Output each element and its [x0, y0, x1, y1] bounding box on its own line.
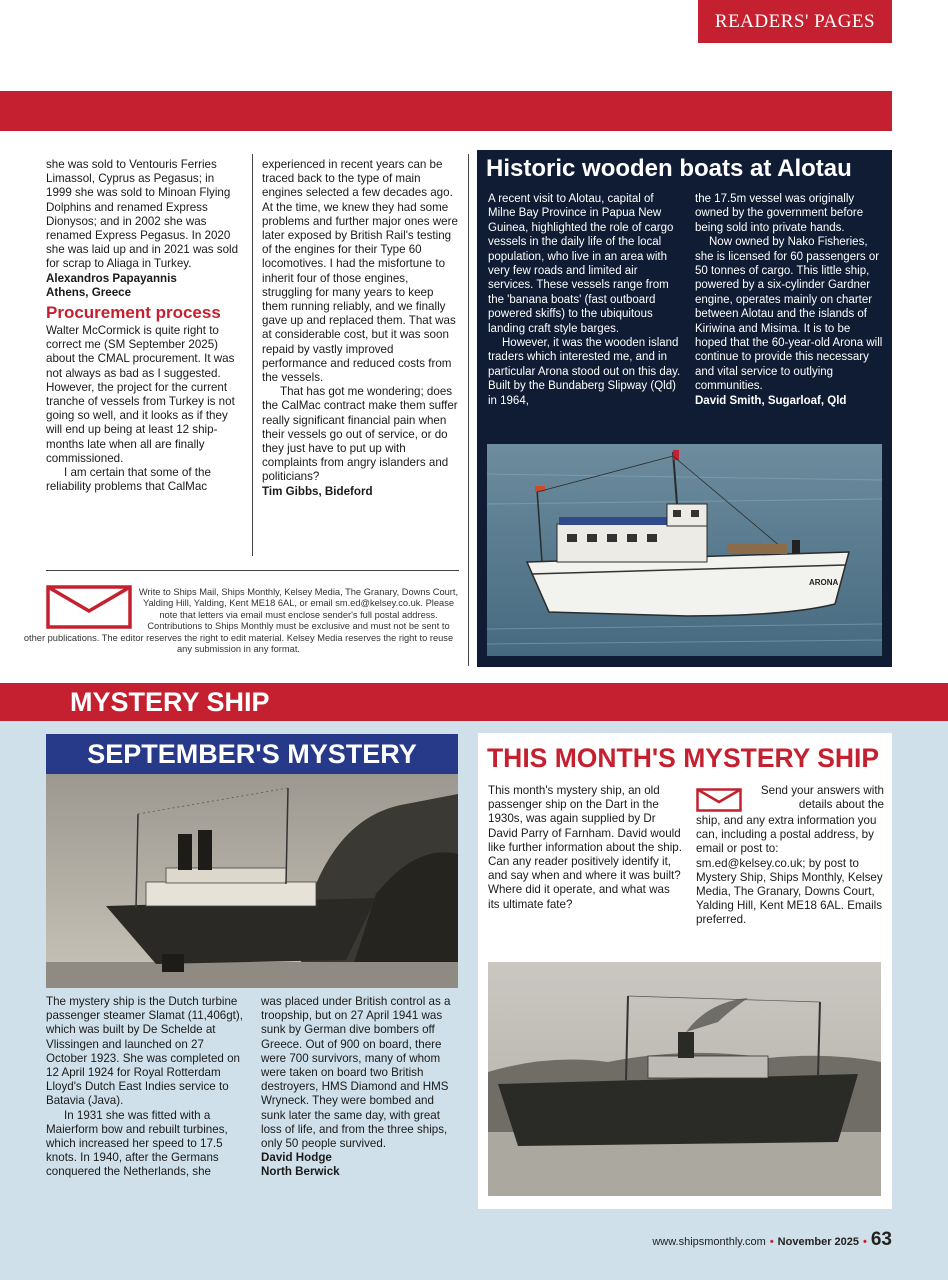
column-divider: [252, 154, 253, 556]
mystery-ship-title: MYSTERY SHIP: [70, 687, 270, 717]
letter-text: experienced in recent years can be traced back to the type of main engines selected a few decades ago. At the time, we knew they had some problems and further major ones were later exposed by British Rail's testing of the engines for their Type 60 locomotives. I had the misfortune to inherit four of those engines, struggling for many years to keep them running reliably, and we finally gave up and replaced them. That was at considerable cost, but it was soon repaid by vastly improved performance and reduced costs from the vessels.: [262, 158, 458, 385]
alotau-title: Historic wooden boats at Alotau: [486, 155, 852, 182]
alotau-text: However, it was the wooden island traders which interested me, and in particular Arona stood out on this day. Built by the Bundaberg Slipway (Qld) in 1964,: [488, 337, 681, 407]
page-footer: [652, 1229, 892, 1251]
footer-separator: •: [863, 1236, 867, 1248]
arona-hull-name: ARONA: [809, 578, 839, 587]
letters-column-2: [262, 158, 459, 499]
alotau-column-2: [695, 192, 885, 408]
this-month-column-1: [488, 784, 684, 912]
letter-signature: Tim Gibbs, Bideford: [262, 484, 373, 498]
this-month-panel: [478, 733, 892, 1209]
letter-text: she was sold to Ventouris Ferries Limassol, Cyprus as Pegasus; in 1999 she was sold to Minoan Flying Dolphins and renamed Express Dionysos; and in 2002 she was renamed Express Pegasus. In 2020 she was laid up and in 2021 was sold for scrap to Aliaga in Turkey.: [46, 158, 239, 271]
mailbox-divider: [46, 570, 459, 571]
section-label: READERS' PAGES: [698, 0, 892, 43]
footer-url: www.shipsmonthly.com: [652, 1236, 766, 1248]
alotau-text: the 17.5m vessel was originally owned by the government before being sold into private hands.: [695, 193, 864, 234]
procurement-heading: Procurement process: [46, 303, 221, 323]
letter-signature-name: Alexandros Papayannis: [46, 271, 177, 285]
mystery-ship-band: [0, 683, 948, 721]
letters-column-1: [46, 158, 241, 494]
september-signature-name: David Hodge: [261, 1151, 332, 1165]
letter-text: I am certain that some of the reliability problems that CalMac: [46, 466, 211, 494]
this-month-column-2: [696, 784, 884, 928]
footer-separator: •: [769, 1236, 774, 1248]
september-signature-place: North Berwick: [261, 1165, 340, 1179]
page-number: 63: [870, 1229, 892, 1250]
envelope-icon: [696, 788, 742, 812]
alotau-text: Now owned by Nako Fisheries, she is licensed for 60 passengers or 50 tonnes of cargo. This little ship, powered by a six-cylinder Gardner engine, operates mainly on charter between Alotau and the islands of Kiriwina and Misima. It is to be hoped that the 60-year-old Arona will continue to provide this necessary and vital service to outlying communities.: [695, 236, 883, 393]
mailbox-copy: Write to Ships Mail, Ships Monthly, Kelsey Media, The Granary, Downs Court, Yalding Hill, Yalding, Kent ME18 6AL, or email sm.ed@kelsey.co.uk. Please note that letters via email must enclose sender's full postal address. Contributions to Ships Monthly must be exclusive and must not be sent to other publications. The editor reserves the right to edit material. Kelsey Media reserves the right to reuse any submission in any format.: [23, 587, 459, 655]
this-month-text: This month's mystery ship, an old passenger ship on the Dart in the 1930s, was again supplied by Dr David Parry of Farnham. David would like further information about the ship. Can any reader positively identify it, and say when and where it was built? Where did it operate, and what was its ultimate fate?: [488, 784, 682, 911]
september-column-2: [261, 995, 459, 1180]
red-header-band: [0, 91, 892, 131]
alotau-column-1: [488, 192, 683, 408]
send-answers-lead: Send your answers with details about the: [760, 784, 884, 812]
september-text: In 1931 she was fitted with a Maierform bow and rebuilt turbines, which increased her speed to 17.5 knots. In 1940, after the Germans conquered the Netherlands, she: [46, 1108, 228, 1179]
september-column-1: [46, 995, 243, 1180]
alotau-text: A recent visit to Alotau, capital of Milne Bay Province in Papua New Guinea, highlighted the role of cargo vessels in the daily life of the local population, who live in an area with very few roads and limited air services. These vessels range from the 'banana boats' (fast outboard powered skiffs) to the ubiquitous landing craft style barges.: [488, 193, 674, 335]
september-text: was placed under British control as a troopship, but on 27 April 1941 was sunk by German dive bombers off Greece. Out of 900 on board, there were 700 survivors, many of whom were taken on board two British destroyers, HMS Diamond and HMS Wryneck. They were bombed and sunk later the same day, with great loss of life, and from the three ships, only 50 people survived.: [261, 995, 451, 1151]
letter-text: Walter McCormick is quite right to correct me (SM September 2025) about the CMAL procurement. It was not always as bad as I suggested. However, the project for the current tranche of vessels from Turkey is not going so well, and it looks as if they will end up being at least 12 ship-months late when all are finally commissioned.: [46, 324, 235, 465]
column-divider: [468, 154, 469, 666]
september-mystery-heading: SEPTEMBER'S MYSTERY: [46, 734, 458, 774]
footer-issue: November 2025: [777, 1236, 859, 1248]
slamat-photo: [46, 774, 458, 988]
letter-text: That has got me wondering; does the CalMac contract make them suffer really significant financial pain when their vessels go out of service, or do they just have to put up with complaints from angry islanders and politicians?: [262, 385, 458, 484]
letter-signature-place: Athens, Greece: [46, 285, 132, 299]
this-month-title: THIS MONTH'S MYSTERY SHIP: [487, 743, 880, 773]
arona-photo: [487, 444, 882, 656]
mystery-ship-photo: [488, 962, 881, 1196]
alotau-signature: David Smith, Sugarloaf, Qld: [695, 394, 847, 407]
september-text: The mystery ship is the Dutch turbine passenger steamer Slamat (11,406gt), which was built by De Schelde at Vlissingen and launched on 27 October 1923. She was completed on 12 April 1924 for Royal Rotterdam Lloyd's Dutch East Indies service to Batavia (Java).: [46, 995, 243, 1108]
alotau-panel: [477, 150, 892, 667]
mailbox-text: [18, 587, 459, 655]
send-answers-text: ship, and any extra information you can, including a postal address, by email or post to: sm.ed@kelsey.co.uk; by post to Mystery Ship, Ships Monthly, Kelsey Media, The Granary, Downs Court, Yalding Hill, Kent ME18 6AL. Emails preferred.: [696, 814, 883, 927]
